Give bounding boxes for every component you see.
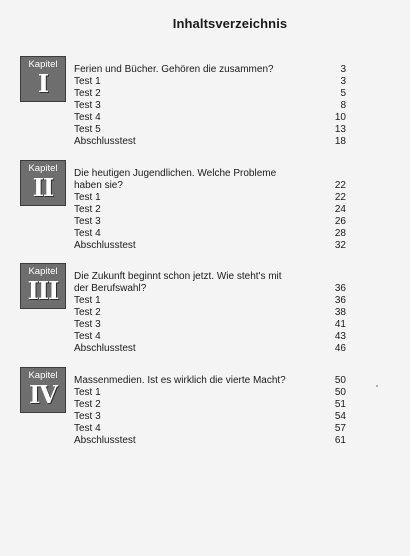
entry-label: Test 4 (74, 228, 101, 239)
entry-label: Test 2 (74, 307, 101, 318)
entry-page-number: 50 (334, 375, 346, 386)
toc-entry (74, 88, 346, 100)
chapter-4 (20, 367, 380, 453)
toc-entry (74, 375, 346, 387)
entry-label: Test 1 (74, 387, 101, 398)
toc-entry (74, 295, 346, 307)
toc-entry (74, 228, 346, 240)
chapter-2 (20, 160, 380, 258)
entry-page-number: 3 (340, 64, 346, 75)
entry-label: Test 1 (74, 192, 101, 203)
toc-entry (74, 168, 346, 180)
entry-page-number: 57 (334, 423, 346, 434)
entry-page-number: 5 (340, 88, 346, 99)
entry-label: haben sie? (74, 180, 123, 191)
entry-page-number: 26 (334, 216, 346, 227)
chapter-numeral: III (27, 276, 59, 305)
entry-label: der Berufswahl? (74, 283, 147, 294)
entry-page-number: 24 (334, 204, 346, 215)
entry-label: Test 1 (74, 295, 101, 306)
entry-label: Test 3 (74, 319, 101, 330)
entry-label: Test 2 (74, 88, 101, 99)
entry-page-number: 10 (334, 112, 346, 123)
entry-label: Test 2 (74, 204, 101, 215)
entry-label: Abschlusstest (74, 435, 136, 446)
toc-entry (74, 112, 346, 124)
toc-entry (74, 435, 346, 447)
entry-page-number: 38 (334, 307, 346, 318)
toc-entry (74, 192, 346, 204)
toc-entry (74, 307, 346, 319)
entry-page-number: 22 (334, 180, 346, 191)
entry-label: Massenmedien. Ist es wirklich die vierte Macht? (74, 375, 286, 386)
entry-label: Test 5 (74, 124, 101, 135)
chapter-badge (20, 160, 66, 206)
toc-entry (74, 180, 346, 192)
entry-label: Test 3 (74, 216, 101, 227)
toc-entry (74, 271, 346, 283)
entry-page-number: 32 (334, 240, 346, 251)
toc-entry (74, 319, 346, 331)
toc-entry (74, 343, 346, 355)
toc-entry (74, 64, 346, 76)
toc-entry (74, 216, 346, 228)
entry-page-number: 51 (334, 399, 346, 410)
toc-entry (74, 76, 346, 88)
entry-label: Abschlusstest (74, 136, 136, 147)
entry-page-number: 13 (334, 124, 346, 135)
chapter-numeral: I (37, 69, 49, 98)
toc-entry (74, 331, 346, 343)
entry-page-number: 54 (334, 411, 346, 422)
entry-page-number: 22 (334, 192, 346, 203)
chapter-entries (74, 64, 346, 148)
chapter-badge (20, 263, 66, 309)
entry-page-number: 18 (334, 136, 346, 147)
toc-entry (74, 240, 346, 252)
entry-page-number: 8 (340, 100, 346, 111)
chapter-badge (20, 367, 66, 413)
chapter-badge-word: Kapitel (28, 266, 58, 277)
entry-page-number: 61 (334, 435, 346, 446)
entry-page-number: 36 (334, 295, 346, 306)
toc-entry (74, 423, 346, 435)
chapter-3 (20, 263, 380, 361)
entry-label: Test 3 (74, 411, 101, 422)
speck (376, 385, 378, 387)
entry-page-number: 50 (334, 387, 346, 398)
chapter-numeral: II (32, 173, 54, 202)
entry-label: Test 4 (74, 331, 101, 342)
entry-label: Abschlusstest (74, 343, 136, 354)
entry-page-number: 46 (334, 343, 346, 354)
chapter-numeral: IV (29, 380, 57, 409)
toc-entry (74, 411, 346, 423)
chapter-1 (20, 56, 380, 154)
entry-page-number: 41 (334, 319, 346, 330)
chapter-entries (74, 375, 346, 447)
entry-page-number: 3 (340, 76, 346, 87)
entry-label: Test 4 (74, 112, 101, 123)
entry-page-number: 28 (334, 228, 346, 239)
toc-entry (74, 399, 346, 411)
entry-label: Test 4 (74, 423, 101, 434)
entry-page-number: 36 (334, 283, 346, 294)
entry-label: Die heutigen Jugendlichen. Welche Probleme (74, 168, 277, 179)
page-title: Inhaltsverzeichnis (172, 16, 288, 31)
entry-label: Die Zukunft beginnt schon jetzt. Wie steht's mit (74, 271, 282, 282)
toc-entry (74, 283, 346, 295)
toc-entry (74, 204, 346, 216)
entry-label: Test 2 (74, 399, 101, 410)
entry-page-number: 43 (334, 331, 346, 342)
chapter-entries (74, 271, 346, 355)
toc-entry (74, 100, 346, 112)
entry-label: Test 1 (74, 76, 101, 87)
chapter-badge-word: Kapitel (28, 163, 58, 174)
toc-entry (74, 387, 346, 399)
entry-label: Ferien und Bücher. Gehören die zusammen? (74, 64, 274, 75)
toc-entry (74, 124, 346, 136)
toc-entry (74, 136, 346, 148)
chapter-badge (20, 56, 66, 102)
entry-label: Test 3 (74, 100, 101, 111)
chapter-badge-word: Kapitel (28, 59, 58, 70)
chapter-entries (74, 168, 346, 252)
entry-label: Abschlusstest (74, 240, 136, 251)
chapter-badge-word: Kapitel (28, 370, 58, 381)
